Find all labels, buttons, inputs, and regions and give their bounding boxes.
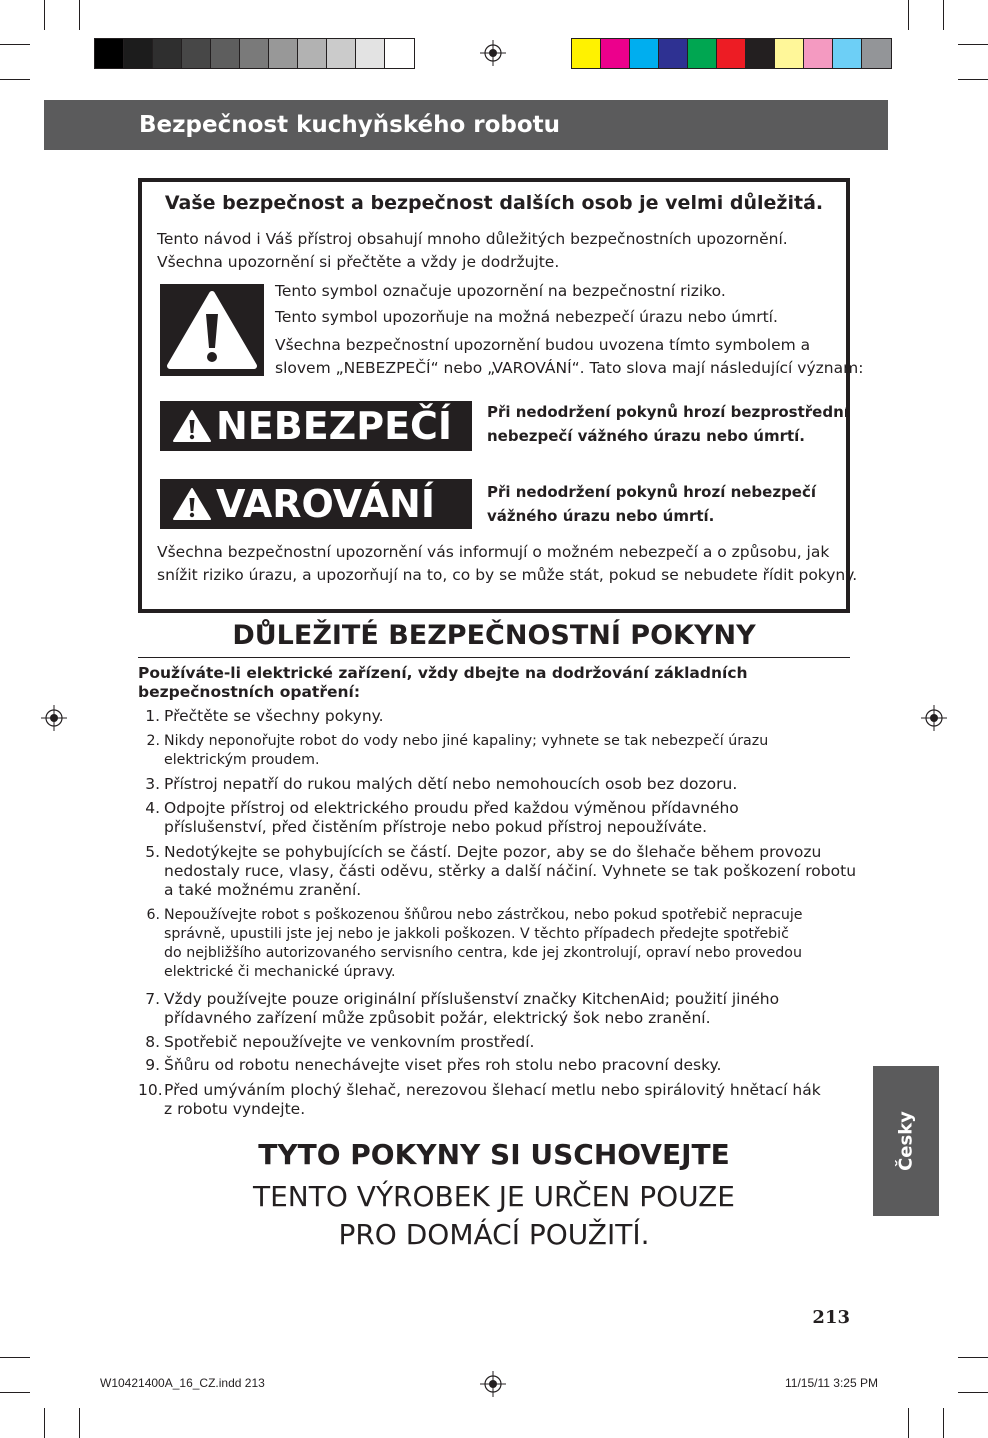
instruction-number: 6. <box>146 907 160 923</box>
color-swatch <box>601 39 630 68</box>
grayscale-color-bar <box>94 38 415 69</box>
registration-mark-icon <box>480 40 506 66</box>
crop-mark <box>44 0 45 30</box>
color-swatch <box>240 39 269 68</box>
registration-mark-icon <box>921 705 947 731</box>
instruction-number: 5. <box>145 843 160 861</box>
crop-mark <box>0 44 30 45</box>
crop-mark <box>958 79 988 80</box>
danger-description: Při nedodržení pokynů hrozí bezprostřední <box>487 403 849 421</box>
color-swatch <box>717 39 746 68</box>
danger-label: NEBEZPEČÍ <box>216 404 453 448</box>
color-swatch <box>298 39 327 68</box>
color-swatch <box>630 39 659 68</box>
language-label: Česky <box>895 1111 917 1171</box>
color-swatch <box>572 39 601 68</box>
crop-mark <box>0 1357 30 1358</box>
instruction-text: Spotřebič nepoužívejte ve venkovním prostředí. <box>164 1033 535 1051</box>
slug-date-info: 11/15/11 3:25 PM <box>785 1376 878 1390</box>
color-swatch <box>269 39 298 68</box>
instruction-number: 3. <box>145 775 160 793</box>
crop-mark <box>958 44 988 45</box>
crop-mark <box>958 1357 988 1358</box>
warning-triangle-icon <box>172 487 212 521</box>
crop-mark <box>908 0 909 30</box>
title-rule <box>138 657 850 658</box>
crop-mark <box>908 1408 909 1438</box>
instructions-intro <box>138 664 748 702</box>
instructions-title: DŮLEŽITÉ BEZPEČNOSTNÍ POKYNY <box>232 620 756 651</box>
color-swatch <box>862 39 891 68</box>
household-use-line: TENTO VÝROBEK JE URČEN POUZE <box>253 1180 735 1213</box>
section-header <box>44 100 888 150</box>
color-swatch <box>211 39 240 68</box>
danger-description: nebezpečí vážného úrazu nebo úmrtí. <box>487 427 806 445</box>
instruction-text: Nikdy neponořujte robot do vody nebo jiné kapaliny; vyhnete se tak nebezpečí úrazu elektrickým proudem. <box>164 733 769 768</box>
instruction-text: Nedotýkejte se pohybujících se částí. Dejte pozor, aby se do šlehače během provozu nedostaly ruce, vlasy, části oděvu, stěrky a další náčiní. Vyhnete se tak poškození robotu a také možnému zranění. <box>164 843 857 899</box>
color-swatch <box>182 39 211 68</box>
instruction-number: 9. <box>145 1056 160 1074</box>
household-use-line: PRO DOMÁCÍ POUŽITÍ. <box>338 1218 650 1251</box>
warning-signal-word <box>160 479 472 529</box>
language-tab <box>873 1066 939 1216</box>
safety-title: Vaše bezpečnost a bezpečnost dalších osob je velmi důležitá. <box>164 192 824 214</box>
symbol-description-line: slovem „NEBEZPEČÍ“ nebo „VAROVÁNÍ“. Tato slova mají následující význam: <box>275 359 864 377</box>
crop-mark <box>958 1392 988 1393</box>
symbol-description-line: Všechna bezpečnostní upozornění budou uvozena tímto symbolem a <box>275 336 811 354</box>
crop-mark <box>79 1408 80 1438</box>
instruction-number: 2. <box>146 733 160 749</box>
safety-notice-box <box>138 178 864 613</box>
registration-mark-icon <box>480 1371 506 1397</box>
color-swatch <box>659 39 688 68</box>
danger-signal-word <box>160 401 472 451</box>
crop-mark <box>44 1408 45 1438</box>
color-swatch <box>804 39 833 68</box>
color-swatch <box>95 39 124 68</box>
color-swatch <box>356 39 385 68</box>
process-color-bar <box>571 38 892 69</box>
household-use-notice <box>138 1178 850 1254</box>
color-swatch <box>833 39 862 68</box>
safety-footer-line: snížit riziko úrazu, a upozorňují na to, co by se může stát, pokud se nebudete řídit pokyny. <box>157 566 858 584</box>
instruction-text: Před umýváním plochý šlehač, nerezovou šlehací metlu nebo spirálovitý hnětací hák z robotu vyndejte. <box>164 1081 821 1118</box>
instruction-text: Přístroj nepatří do rukou malých dětí nebo nemohoucích osob bez dozoru. <box>164 775 738 793</box>
color-swatch <box>775 39 804 68</box>
color-swatch <box>385 39 414 68</box>
warning-triangle-icon <box>160 284 264 376</box>
slug-file-info: W10421400A_16_CZ.indd 213 <box>100 1376 265 1390</box>
instruction-text: Nepoužívejte robot s poškozenou šňůrou nebo zástrčkou, nebo pokud spotřebič nepracuje správně, upustili jste jej nebo je jakkoli poškozen. V těchto případech předejte spotřebič do nejbližšího autorizovaného servisního centra, kde jej zkontrolují, opraví nebo provedou elektrické či mechanické úpravy. <box>164 907 803 980</box>
warning-description: Při nedodržení pokynů hrozí nebezpečí <box>487 483 817 501</box>
page-number: 213 <box>812 1307 850 1328</box>
crop-mark <box>943 1408 944 1438</box>
symbol-description-line: Tento symbol označuje upozornění na bezpečnostní riziko. <box>275 282 726 300</box>
safety-alert-symbol <box>160 284 264 376</box>
crop-mark <box>0 79 30 80</box>
instruction-number: 10. <box>138 1081 163 1099</box>
safety-footer-line: Všechna bezpečnostní upozornění vás informují o možném nebezpečí a o způsobu, jak <box>157 543 830 561</box>
safety-intro-line: Všechna upozornění si přečtěte a vždy je dodržujte. <box>157 253 560 271</box>
instructions-intro-line: Používáte-li elektrické zařízení, vždy dbejte na dodržování základních <box>138 664 748 682</box>
instruction-number: 4. <box>145 799 160 817</box>
registration-mark-icon <box>41 705 67 731</box>
color-swatch <box>124 39 153 68</box>
instructions-intro-line: bezpečnostních opatření: <box>138 683 361 701</box>
warning-label: VAROVÁNÍ <box>216 482 435 526</box>
instruction-text: Odpojte přístroj od elektrického proudu před každou výměnou přídavného příslušenství, před čistěním přístroje nebo pokud přístroj nepoužíváte. <box>164 799 739 836</box>
warning-description: vážného úrazu nebo úmrtí. <box>487 507 715 525</box>
instruction-text: Vždy používejte pouze originální příslušenství značky KitchenAid; použití jiného přídavného zařízení může způsobit požár, elektrický šok nebo zranění. <box>164 990 780 1027</box>
color-swatch <box>327 39 356 68</box>
instruction-number: 8. <box>145 1033 160 1051</box>
color-swatch <box>746 39 775 68</box>
warning-triangle-icon <box>172 409 212 443</box>
section-title: Bezpečnost kuchyňského robotu <box>139 112 561 138</box>
instruction-number: 1. <box>145 707 160 725</box>
color-swatch <box>688 39 717 68</box>
symbol-description-line: Tento symbol upozorňuje na možná nebezpečí úrazu nebo úmrtí. <box>275 308 778 326</box>
crop-mark <box>0 1392 30 1393</box>
instruction-text: Šňůru od robotu nenechávejte viset přes roh stolu nebo pracovní desky. <box>164 1056 722 1074</box>
crop-mark <box>79 0 80 30</box>
color-swatch <box>153 39 182 68</box>
safety-intro-line: Tento návod i Váš přístroj obsahují mnoho důležitých bezpečnostních upozornění. <box>157 230 788 248</box>
instruction-number: 7. <box>145 990 160 1008</box>
keep-instructions-heading: TYTO POKYNY SI USCHOVEJTE <box>258 1138 730 1171</box>
instruction-text: Přečtěte se všechny pokyny. <box>164 707 384 725</box>
crop-mark <box>943 0 944 30</box>
